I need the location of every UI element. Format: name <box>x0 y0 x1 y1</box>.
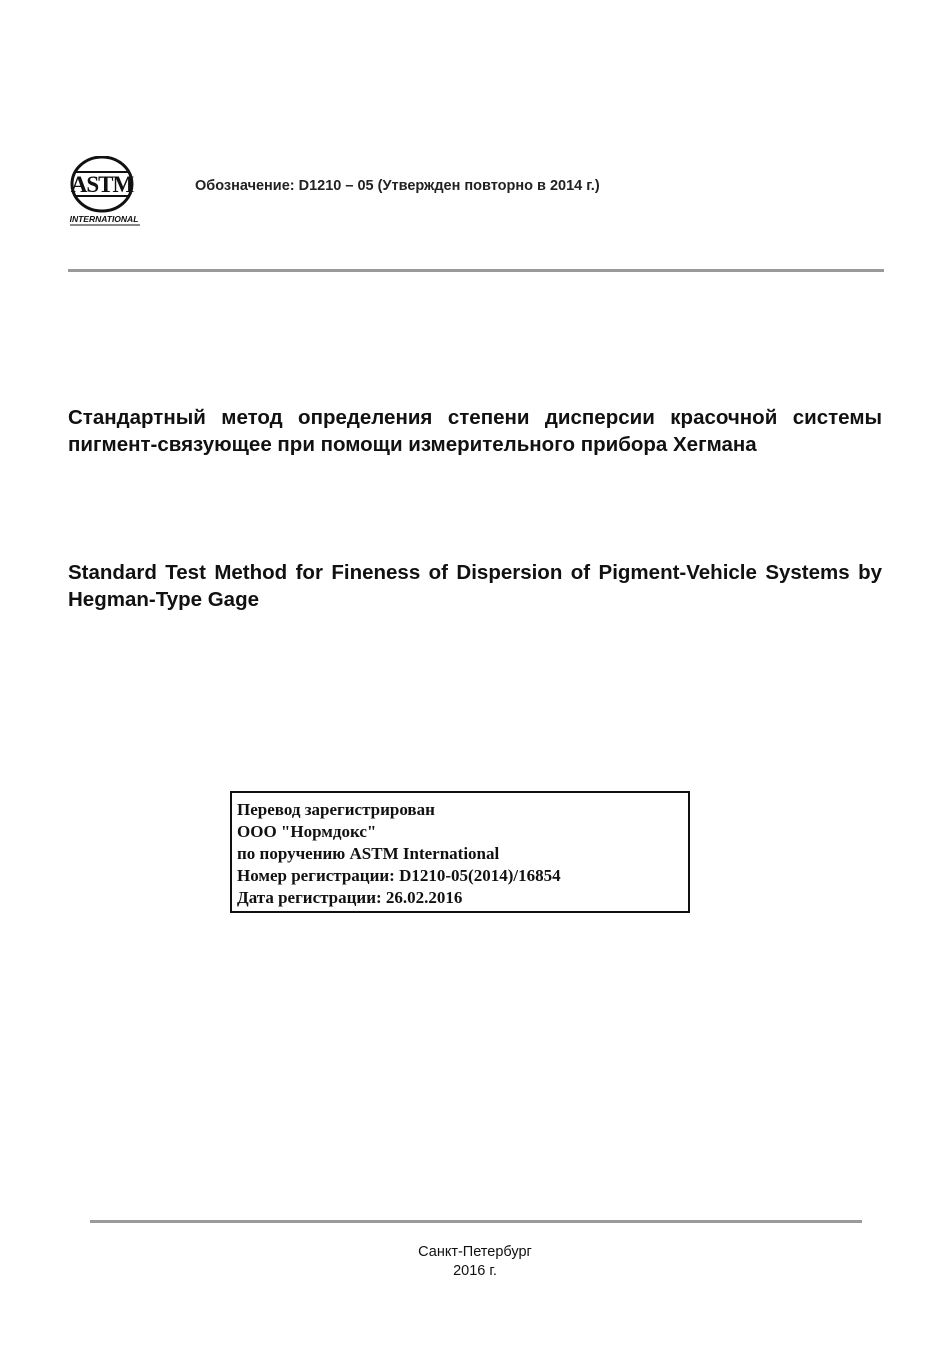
astm-logo <box>66 156 144 228</box>
registration-line: Перевод зарегистрирован <box>237 800 435 819</box>
document-designation: Обозначение: D1210 – 05 (Утвержден повторно в 2014 г.) <box>195 178 600 194</box>
registration-line: Номер регистрации: D1210-05(2014)/16854 <box>237 866 561 885</box>
registration-line: по поручению ASTM International <box>237 844 500 863</box>
footer <box>0 1243 950 1281</box>
title-russian: Стандартный метод определения степени дисперсии красочной системы пигмент-связующее при помощи измерительного прибора Хегмана <box>68 406 882 456</box>
header-divider <box>68 269 884 272</box>
logo-bottom-text: INTERNATIONAL <box>69 214 139 224</box>
footer-city: Санкт-Петербург <box>418 1244 532 1260</box>
registration-box <box>230 791 690 913</box>
registration-line: Дата регистрации: 26.02.2016 <box>237 888 463 907</box>
title-english: Standard Test Method for Fineness of Dispersion of Pigment-Vehicle Systems by Hegman-Type Gage <box>68 561 882 611</box>
logo-top-text: ASTM <box>70 172 134 197</box>
registration-line: ООО "Нормдокс" <box>237 822 377 841</box>
footer-divider <box>90 1220 862 1223</box>
footer-year: 2016 г. <box>453 1263 497 1279</box>
